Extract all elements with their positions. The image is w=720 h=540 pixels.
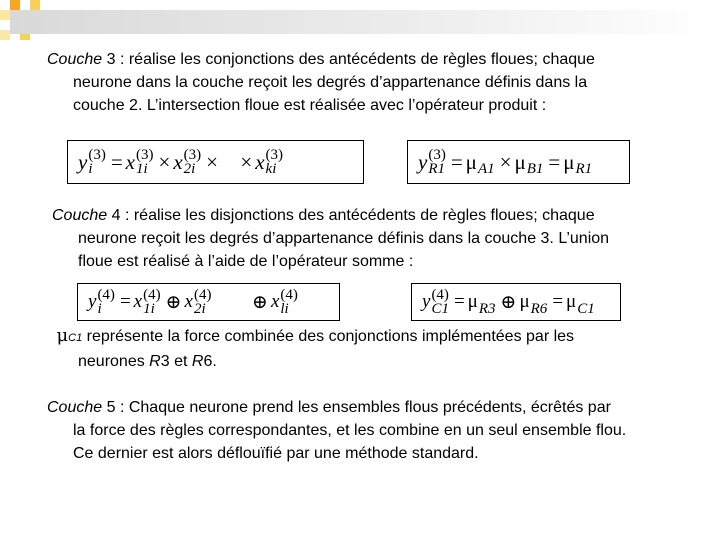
couche4-note-line1: représente la force combinée des conjonctions implémentées par les <box>82 328 575 345</box>
mu-symbol: μ <box>56 325 69 346</box>
couche5-line2: la force des règles correspondantes, et les combine en un seul ensemble flou. <box>73 422 627 439</box>
couche4-title: Couche <box>52 207 108 224</box>
mu-subscript: C1 <box>68 332 83 344</box>
couche3-line1: : réalise les conjonctions des antécédents de règles floues; chaque <box>115 51 595 68</box>
couche5-title: Couche <box>47 399 103 416</box>
couche3-line2: neurone dans la couche reçoit les degrés d’appartenance définis dans la <box>73 74 588 91</box>
couche4-equation-2: y (4) C1 = μ R3 ⊕ μ R6 = μ C1 <box>411 283 621 321</box>
couche4-line3: floue est réalisé à l’aide de l’opérateur somme : <box>78 253 414 270</box>
couche5-line3: Ce dernier est alors déflouïfié par une méthode standard. <box>73 445 479 462</box>
couche3-paragraph <box>47 48 595 117</box>
couche5-line1: : Chaque neurone prend les ensembles flous précédents, écrêtés par <box>115 399 611 416</box>
couche4-num: 4 <box>111 207 121 224</box>
couche3-num: 3 <box>106 51 116 68</box>
couche5-paragraph <box>47 396 626 465</box>
couche3-line3: couche 2. L’intersection floue est réalisée avec l’opérateur produit : <box>73 97 547 114</box>
header-bar <box>10 10 716 34</box>
couche3-equation-1: y (3) i = x (3) 1i × x (3) 2i ×⃞ × x (3) ki <box>67 140 364 184</box>
couche4-equation-1: y (4) i = x (4) 1i ⊕ x (4) 2i ⊕⃞ ⊕ x (4) li <box>77 283 340 321</box>
couche4-line1: : réalise les disjonctions des antécédents de règles floues; chaque <box>120 207 595 224</box>
couche3-title: Couche <box>47 51 103 68</box>
couche4-line2: neurone reçoit les degrés d’appartenance définis dans la couche 3. L’union <box>78 230 610 247</box>
couche5-num: 5 <box>106 399 116 416</box>
couche4-paragraph <box>52 204 609 273</box>
couche4-note: μC1 représente la force combinée des conjonctions implémentées par les neurones R3 et R6. <box>56 325 575 370</box>
couche3-equation-2: y (3) R1 = μ A1 × μ B1 = μ R1 <box>407 140 630 184</box>
